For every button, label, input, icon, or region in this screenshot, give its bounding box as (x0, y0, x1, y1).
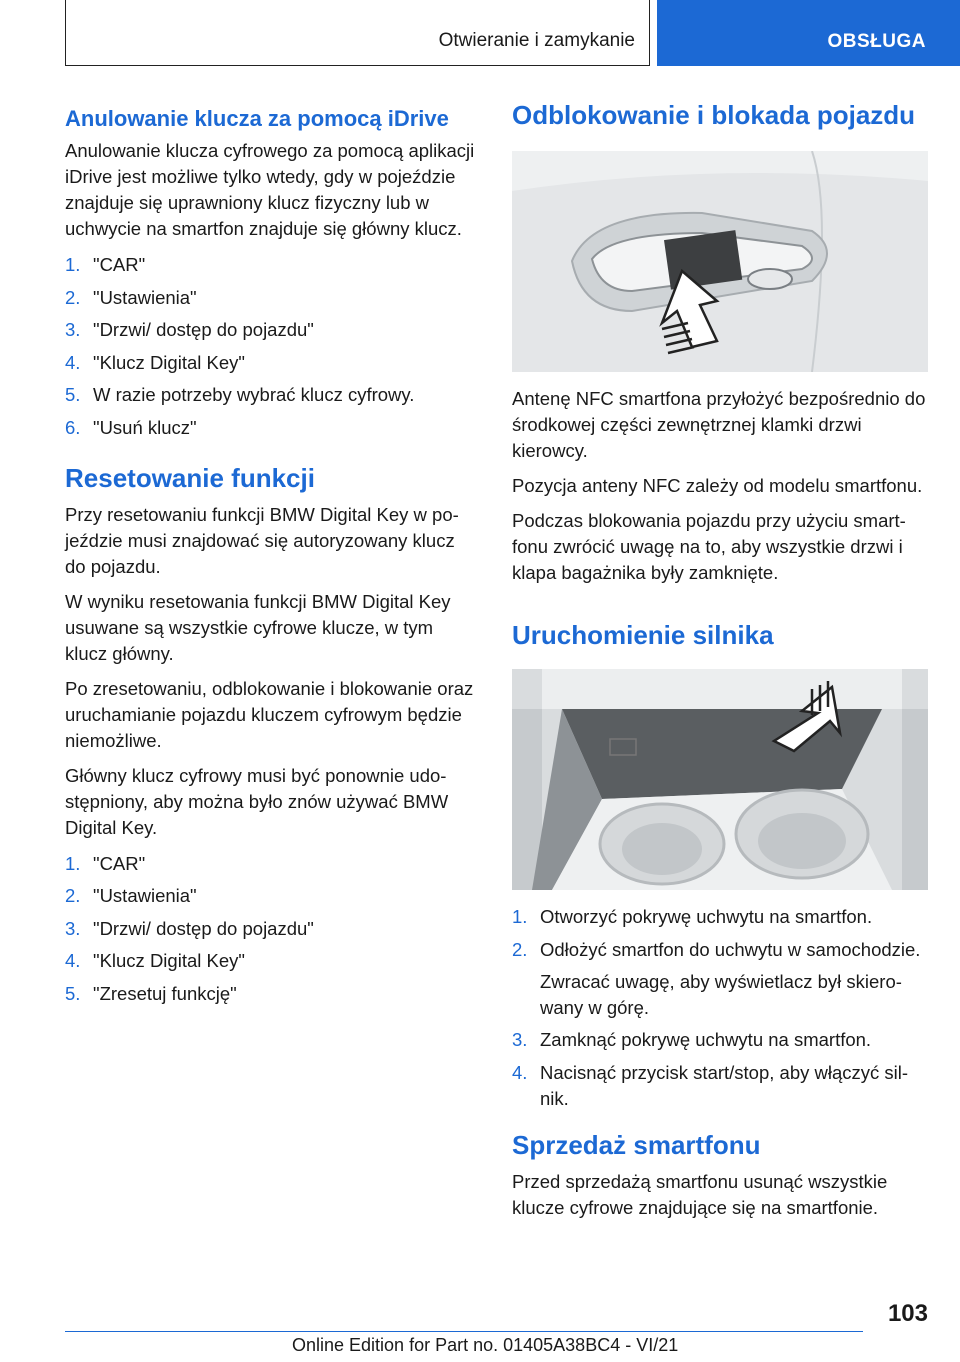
step-main-text: "Ustawienia" (93, 885, 197, 906)
step-main-text: "Usuń klucz" (93, 416, 197, 438)
reset-function-paragraphs (65, 502, 477, 841)
step-item (65, 415, 477, 441)
unlock-lock-paragraphs (512, 386, 928, 586)
step-note: Zwracać uwagę, aby wyświetlacz był skierowany w górę. (540, 970, 902, 1018)
step-main-text: "CAR" (93, 852, 146, 874)
step-item (65, 382, 477, 408)
chapter-tab[interactable] (657, 0, 960, 66)
step-item (512, 1060, 928, 1112)
paragraph: Antenę NFC smartfona przyłożyć bezpośrednio do środkowej części zewnętrznej klamki drzwi kierowcy. (512, 388, 926, 461)
step-text (93, 415, 477, 441)
step-item (65, 948, 477, 974)
unlock-lock-heading: Odblokowanie i blokada pojazdu (512, 100, 916, 130)
step-number: 1. (65, 254, 81, 275)
paragraph: Pozycja anteny NFC zależy od modelu smartfonu. (512, 475, 923, 496)
step-main-text: "Ustawienia" (93, 286, 197, 308)
step-number: 5. (65, 982, 81, 1004)
step-text (93, 350, 477, 376)
step-main-text: "Klucz Digital Key" (93, 950, 245, 971)
step-number: 4. (65, 351, 81, 373)
step-text (93, 916, 477, 942)
step-item (65, 851, 477, 877)
paragraph: Po zresetowaniu, odblokowanie i blokowanie oraz uruchamianie pojazdu kluczem cyfrowym będzie niemożliwe. (65, 677, 474, 751)
step-main-text: "Drzwi/ dostęp do pojazdu" (93, 319, 314, 340)
step-number: 4. (65, 950, 81, 971)
phone-sale-heading: Sprzedaż smartfonu (512, 1129, 761, 1160)
step-item (512, 1027, 928, 1053)
step-text (540, 1027, 928, 1053)
step-text (93, 851, 477, 877)
step-main-text: Zamknąć pokrywę uchwytu na smartfon. (540, 1029, 872, 1050)
step-text (540, 904, 928, 930)
step-text (93, 948, 477, 974)
step-item (512, 937, 928, 1021)
step-text (93, 883, 477, 909)
paragraph: Podczas blokowania pojazdu przy użyciu smartfonu zwrócić uwagę na to, aby wszystkie drzwi i klapa bagażnika były zamknięte. (512, 510, 906, 583)
paragraph: W wyniku resetowania funkcji BMW Digital Key usuwane są wszystkie cyfrowe klucze, w tym klucz główny. (65, 590, 451, 664)
step-text (93, 981, 477, 1007)
step-main-text: Odłożyć smartfon do uchwytu w samochodzie. (540, 938, 921, 960)
step-main-text: W razie potrzeby wybrać klucz cyfrowy. (93, 384, 415, 405)
step-text (93, 252, 477, 278)
step-main-text: Otworzyć pokrywę uchwytu na smartfon. (540, 906, 873, 927)
cancel-key-paragraph: Anulowanie klucza cyfrowego za pomocą aplikacji iDrive jest możliwe tylko wtedy, gdy w pojeździe znajduje się uprawniony klucz fizyczny lub w uchwycie na smartfon znajduje się główny klucz. (65, 140, 475, 239)
engine-start-heading: Uruchomienie silnika (512, 620, 774, 650)
step-number: 3. (65, 319, 81, 340)
step-text (93, 382, 477, 408)
reset-function-heading: Resetowanie funkcji (65, 462, 315, 493)
step-item (512, 904, 928, 930)
section-title-box (65, 0, 650, 66)
step-text (93, 317, 477, 343)
engine-start-steps (512, 904, 928, 1112)
step-main-text: "Klucz Digital Key" (93, 351, 245, 373)
page-header (0, 0, 960, 66)
right-column (512, 100, 928, 1230)
step-item (65, 981, 477, 1007)
left-column (65, 100, 477, 1021)
step-item (65, 916, 477, 942)
step-main-text: "Drzwi/ dostęp do pojazdu" (93, 917, 314, 939)
step-item (65, 252, 477, 278)
edition-info: Online Edition for Part no. 01405A38BC4 - VI/21 (292, 1335, 679, 1355)
step-main-text: "CAR" (93, 254, 146, 275)
step-text (540, 1060, 928, 1112)
phone-sale-paragraph: Przed sprzedażą smartfonu usunąć wszystkie klucze cyfrowe znajdujące się na smartfonie. (512, 1170, 888, 1218)
phone-holder-illustration (512, 669, 928, 890)
step-main-text: "Zresetuj funkcję" (93, 982, 237, 1004)
door-handle-image (512, 151, 928, 372)
section-title: Otwieranie i zamykanie (438, 30, 635, 51)
step-item (65, 285, 477, 311)
step-number: 1. (65, 852, 81, 874)
step-number: 3. (65, 917, 81, 939)
step-item (65, 350, 477, 376)
phone-holder-image (512, 669, 928, 890)
step-text (93, 285, 477, 311)
step-number: 2. (65, 286, 81, 308)
chapter-tab-label: OBSŁUGA (827, 31, 926, 52)
step-item (65, 883, 477, 909)
step-text (540, 937, 928, 1021)
step-item (65, 317, 477, 343)
door-handle-illustration (512, 151, 928, 372)
paragraph: Przy resetowaniu funkcji BMW Digital Key w pojeździe musi znajdować się autoryzowany klucz do pojazdu. (65, 503, 459, 577)
step-number: 1. (512, 906, 528, 927)
step-number: 2. (512, 938, 528, 960)
step-number: 4. (512, 1061, 528, 1083)
step-main-text: Nacisnąć przycisk start/stop, aby włączyć silnik. (540, 1061, 909, 1109)
step-number: 2. (65, 885, 81, 906)
reset-function-steps (65, 851, 477, 1007)
step-number: 6. (65, 416, 81, 438)
step-number: 5. (65, 384, 81, 405)
cancel-key-steps (65, 252, 477, 441)
paragraph: Główny klucz cyfrowy musi być ponownie udostępniony, aby można było znów używać BMW Digital Key. (65, 764, 449, 838)
step-number: 3. (512, 1029, 528, 1050)
cancel-key-heading: Anulowanie klucza za pomocą iDrive (65, 106, 449, 131)
page-number: 103 (887, 1300, 928, 1327)
footer-divider (65, 1331, 863, 1332)
